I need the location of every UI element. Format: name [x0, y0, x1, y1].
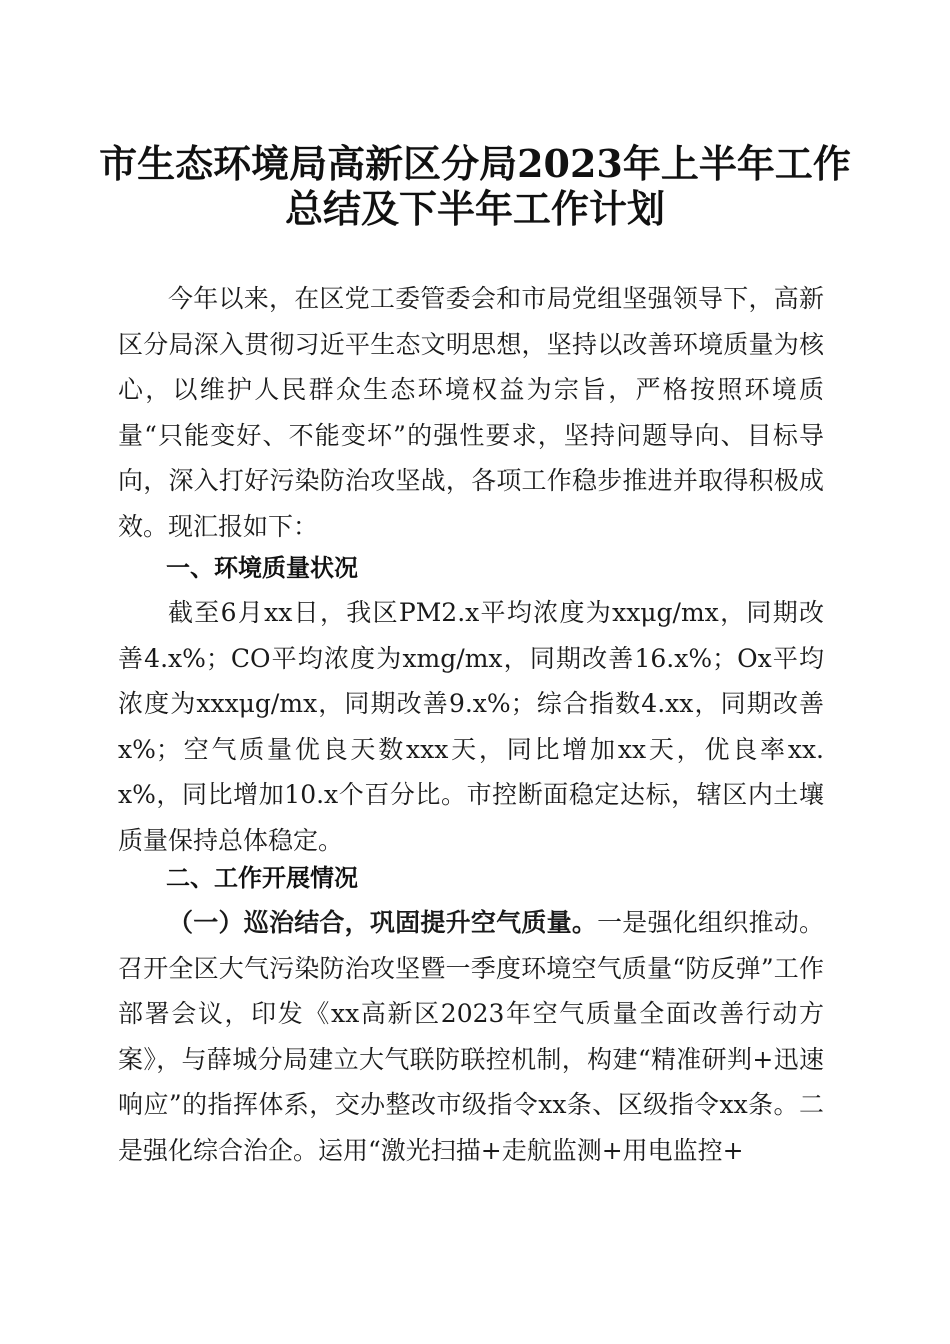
intro-paragraph: 今年以来，在区党工委管委会和市局党组坚强领导下，高新区分局深入贯彻习近平生态文明思想，坚持以改善环境质量为核心，以维护人民群众生态环境权益为宗旨，严格按照环境质量“只能变好、不能变坏”的强性要求，坚持问题导向、目标导向，深入打好污染防治攻坚战，各项工作稳步推进并取得积极成效。现汇报如下：	[118, 284, 824, 541]
document-title-line-2: 总结及下半年工作计划	[284, 186, 665, 231]
subsection-1-lead: （一）巡治结合，巩固提升空气质量。	[168, 908, 598, 937]
document-title-line-1: 市生态环境局高新区分局2023年上半年工作	[99, 141, 851, 186]
subsection-1-body: 一是强化组织推动。召开全区大气污染防治攻坚暨一季度环境空气质量“防反弹”工作部署会议，印发《xx高新区2023年空气质量全面改善行动方案》，与薛城分局建立大气联防联控机制，构建“精准研判+迅速响应”的指挥体系，交办整改市级指令xx条、区级指令xx条。二是强化综合治企。运用“激光扫描+走航监测+用电监控+	[118, 908, 824, 1165]
section-1-paragraph: 截至6月xx日，我区PM2.x平均浓度为xxμg/mx，同期改善4.x%；CO平均浓度为xmg/mx，同期改善16.x%；Ox平均浓度为xxxμg/mx，同期改善9.x%；综合指数4.xx，同期改善x%；空气质量优良天数xxx天，同比增加xx天，优良率xx.x%，同比增加10.x个百分比。市控断面稳定达标，辖区内土壤质量保持总体稳定。	[118, 598, 824, 855]
section-2-heading: 二、工作开展情况	[166, 864, 358, 892]
section-2-subsection-1-paragraph	[118, 900, 824, 1173]
section-1-heading: 一、环境质量状况	[166, 554, 358, 582]
